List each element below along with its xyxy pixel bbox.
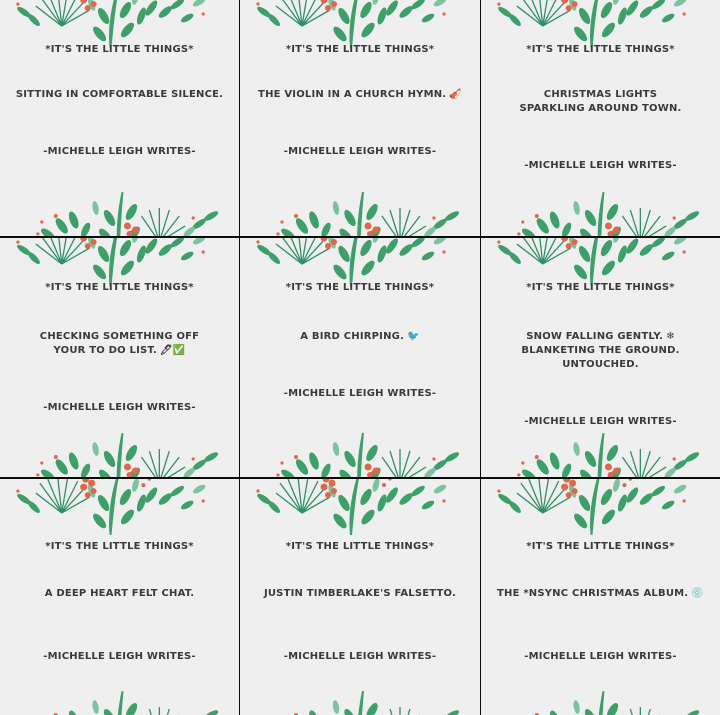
tile-header: *IT'S THE LITTLE THINGS* bbox=[285, 541, 435, 552]
quote-line: CHRISTMAS LIGHTS bbox=[543, 89, 658, 100]
signature: -MICHELLE LEIGH WRITES- bbox=[524, 416, 677, 427]
tile-header: *IT'S THE LITTLE THINGS* bbox=[285, 44, 435, 55]
tile-header: *IT'S THE LITTLE THINGS* bbox=[526, 541, 675, 552]
quote-line: BLANKETING THE GROUND. bbox=[521, 345, 680, 356]
tile-header: *IT'S THE LITTLE THINGS* bbox=[285, 282, 435, 293]
quote-line: A DEEP HEART FELT CHAT. bbox=[44, 588, 195, 599]
signature: -MICHELLE LEIGH WRITES- bbox=[43, 651, 196, 662]
quote-line: SPARKLING AROUND TOWN. bbox=[519, 103, 682, 114]
quote-tile[interactable] bbox=[0, 0, 239, 236]
quote-tile[interactable] bbox=[481, 479, 720, 715]
garland-bottom-icon bbox=[0, 423, 239, 477]
signature: -MICHELLE LEIGH WRITES- bbox=[283, 388, 437, 399]
quote-line: THE *NSYNC CHRISTMAS ALBUM. bbox=[497, 588, 689, 599]
quote-line: SITTING IN COMFORTABLE SILENCE. bbox=[15, 89, 224, 100]
garland-top-icon bbox=[0, 479, 239, 543]
quote-line: SNOW FALLING GENTLY. bbox=[526, 331, 664, 342]
garland-bottom-icon bbox=[481, 681, 720, 715]
violin-emoji: 🎻 bbox=[449, 89, 462, 100]
quote-text bbox=[14, 587, 225, 601]
quote-text bbox=[254, 587, 466, 601]
quote-line: THE VIOLIN IN A CHURCH HYMN. bbox=[258, 89, 447, 100]
quote-tile[interactable] bbox=[240, 238, 480, 477]
quote-line: A BIRD CHIRPING. bbox=[300, 331, 405, 342]
quote-tile[interactable] bbox=[0, 479, 239, 715]
quote-text bbox=[254, 330, 466, 344]
garland-bottom-icon bbox=[240, 681, 480, 715]
pen-check-emoji: 🖊✅ bbox=[159, 345, 186, 356]
tile-header: *IT'S THE LITTLE THINGS* bbox=[45, 541, 194, 552]
quote-line: YOUR TO DO LIST. bbox=[53, 345, 157, 356]
tile-header: *IT'S THE LITTLE THINGS* bbox=[45, 282, 194, 293]
snowflake-emoji: ❄ bbox=[666, 331, 675, 342]
quote-text bbox=[495, 330, 706, 372]
garland-bottom-icon bbox=[0, 182, 239, 236]
quote-tile[interactable] bbox=[481, 0, 720, 236]
quote-text bbox=[254, 88, 466, 102]
bird-emoji: 🐦 bbox=[407, 331, 420, 342]
quote-line: JUSTIN TIMBERLAKE'S FALSETTO. bbox=[263, 588, 457, 599]
cd-emoji: 💿 bbox=[691, 588, 704, 599]
garland-bottom-icon bbox=[481, 182, 720, 236]
tile-header: *IT'S THE LITTLE THINGS* bbox=[526, 44, 675, 55]
quote-line: UNTOUCHED. bbox=[562, 359, 639, 370]
garland-bottom-icon bbox=[240, 423, 480, 477]
quote-text bbox=[495, 88, 706, 116]
quote-tile[interactable] bbox=[481, 238, 720, 477]
garland-bottom-icon bbox=[481, 423, 720, 477]
signature: -MICHELLE LEIGH WRITES- bbox=[43, 146, 196, 157]
signature: -MICHELLE LEIGH WRITES- bbox=[524, 160, 677, 171]
signature: -MICHELLE LEIGH WRITES- bbox=[524, 651, 677, 662]
garland-top-icon bbox=[481, 479, 720, 543]
garland-bottom-icon bbox=[240, 182, 480, 236]
signature: -MICHELLE LEIGH WRITES- bbox=[283, 146, 437, 157]
quote-tile[interactable] bbox=[240, 0, 480, 236]
tile-header: *IT'S THE LITTLE THINGS* bbox=[526, 282, 675, 293]
quote-tile[interactable] bbox=[0, 238, 239, 477]
signature: -MICHELLE LEIGH WRITES- bbox=[43, 402, 196, 413]
quote-tile[interactable] bbox=[240, 479, 480, 715]
garland-bottom-icon bbox=[0, 681, 239, 715]
garland-top-icon bbox=[240, 479, 480, 543]
tile-header: *IT'S THE LITTLE THINGS* bbox=[45, 44, 194, 55]
quote-text bbox=[14, 330, 225, 358]
signature: -MICHELLE LEIGH WRITES- bbox=[283, 651, 437, 662]
quote-line: CHECKING SOMETHING OFF bbox=[39, 331, 200, 342]
quote-text bbox=[495, 587, 706, 601]
quote-text bbox=[14, 88, 225, 102]
